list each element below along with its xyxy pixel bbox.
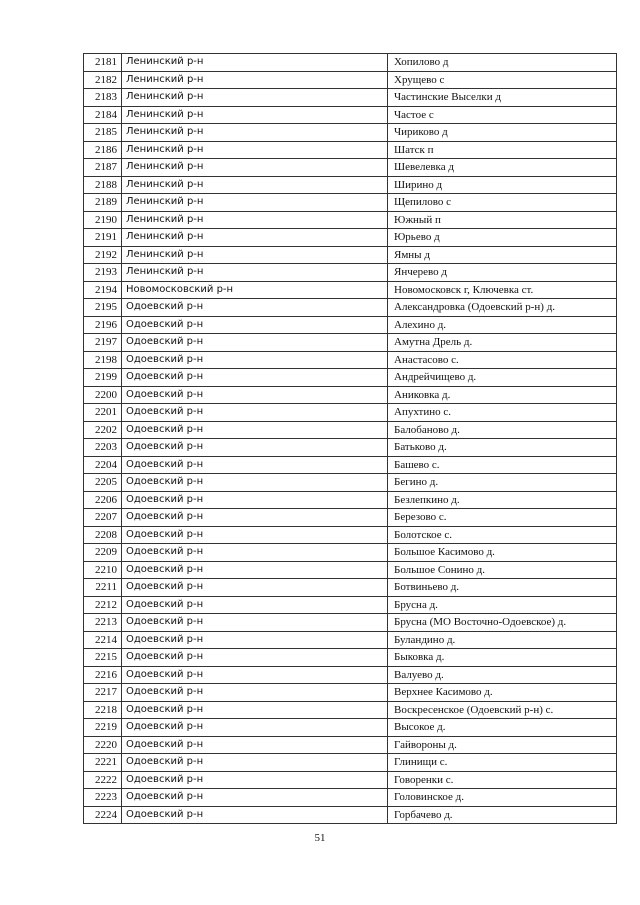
settlement-cell: Говоренки с. xyxy=(388,771,617,789)
table-row xyxy=(84,754,617,772)
district-cell: Ленинский р-н xyxy=(122,159,388,177)
district-cell: Одоевский р-н xyxy=(122,684,388,702)
row-number-cell: 2212 xyxy=(84,596,122,614)
settlement-cell: Гайвороны д. xyxy=(388,736,617,754)
row-number-cell: 2213 xyxy=(84,614,122,632)
district-cell: Одоевский р-н xyxy=(122,526,388,544)
district-cell: Одоевский р-н xyxy=(122,439,388,457)
settlement-cell: Апухтино с. xyxy=(388,404,617,422)
row-number-cell: 2218 xyxy=(84,701,122,719)
settlement-cell: Брусна д. xyxy=(388,596,617,614)
settlement-cell: Большое Касимово д. xyxy=(388,544,617,562)
district-cell: Ленинский р-н xyxy=(122,211,388,229)
table-row xyxy=(84,579,617,597)
table-row xyxy=(84,246,617,264)
settlement-cell: Амутна Дрель д. xyxy=(388,334,617,352)
district-cell: Ленинский р-н xyxy=(122,194,388,212)
row-number-cell: 2206 xyxy=(84,491,122,509)
settlement-cell: Южный п xyxy=(388,211,617,229)
settlement-cell: Горбачево д. xyxy=(388,806,617,824)
table-row xyxy=(84,141,617,159)
table-row xyxy=(84,106,617,124)
district-cell: Ленинский р-н xyxy=(122,141,388,159)
district-cell: Ленинский р-н xyxy=(122,54,388,72)
table-row xyxy=(84,649,617,667)
row-number-cell: 2183 xyxy=(84,89,122,107)
table-row xyxy=(84,334,617,352)
table-row xyxy=(84,789,617,807)
table-row xyxy=(84,596,617,614)
table-row xyxy=(84,176,617,194)
district-cell: Одоевский р-н xyxy=(122,544,388,562)
district-cell: Ленинский р-н xyxy=(122,89,388,107)
table-row xyxy=(84,439,617,457)
settlement-cell: Ширино д xyxy=(388,176,617,194)
settlement-cell: Березово с. xyxy=(388,509,617,527)
table-row xyxy=(84,316,617,334)
table-row xyxy=(84,719,617,737)
district-cell: Одоевский р-н xyxy=(122,666,388,684)
settlement-cell: Шатск п xyxy=(388,141,617,159)
table-row xyxy=(84,54,617,72)
row-number-cell: 2198 xyxy=(84,351,122,369)
settlement-cell: Янчерево д xyxy=(388,264,617,282)
district-cell: Одоевский р-н xyxy=(122,369,388,387)
row-number-cell: 2209 xyxy=(84,544,122,562)
row-number-cell: 2194 xyxy=(84,281,122,299)
settlement-cell: Башево с. xyxy=(388,456,617,474)
row-number-cell: 2186 xyxy=(84,141,122,159)
district-cell: Одоевский р-н xyxy=(122,701,388,719)
settlement-cell: Буландино д. xyxy=(388,631,617,649)
table-row xyxy=(84,491,617,509)
district-cell: Ленинский р-н xyxy=(122,229,388,247)
settlement-cell: Балобаново д. xyxy=(388,421,617,439)
district-cell: Одоевский р-н xyxy=(122,351,388,369)
table-row xyxy=(84,229,617,247)
row-number-cell: 2223 xyxy=(84,789,122,807)
row-number-cell: 2205 xyxy=(84,474,122,492)
settlement-cell: Брусна (МО Восточно-Одоевское) д. xyxy=(388,614,617,632)
row-number-cell: 2193 xyxy=(84,264,122,282)
settlement-cell: Большое Сонино д. xyxy=(388,561,617,579)
table-row xyxy=(84,351,617,369)
table-row xyxy=(84,474,617,492)
district-cell: Одоевский р-н xyxy=(122,771,388,789)
row-number-cell: 2214 xyxy=(84,631,122,649)
settlement-cell: Андрейчищево д. xyxy=(388,369,617,387)
row-number-cell: 2187 xyxy=(84,159,122,177)
table-row xyxy=(84,806,617,824)
settlement-cell: Новомосковск г, Ключевка ст. xyxy=(388,281,617,299)
district-cell: Одоевский р-н xyxy=(122,614,388,632)
district-cell: Ленинский р-н xyxy=(122,176,388,194)
district-cell: Одоевский р-н xyxy=(122,649,388,667)
settlement-cell: Частое с xyxy=(388,106,617,124)
row-number-cell: 2216 xyxy=(84,666,122,684)
row-number-cell: 2195 xyxy=(84,299,122,317)
row-number-cell: 2221 xyxy=(84,754,122,772)
settlement-cell: Болотское с. xyxy=(388,526,617,544)
table-body xyxy=(84,54,617,824)
table-row xyxy=(84,159,617,177)
row-number-cell: 2188 xyxy=(84,176,122,194)
settlement-cell: Аниковка д. xyxy=(388,386,617,404)
settlement-cell: Глинищи с. xyxy=(388,754,617,772)
district-cell: Ленинский р-н xyxy=(122,106,388,124)
district-cell: Одоевский р-н xyxy=(122,736,388,754)
district-cell: Одоевский р-н xyxy=(122,754,388,772)
table-row xyxy=(84,421,617,439)
district-cell: Одоевский р-н xyxy=(122,404,388,422)
district-cell: Ленинский р-н xyxy=(122,246,388,264)
district-cell: Новомосковский р-н xyxy=(122,281,388,299)
table-row xyxy=(84,561,617,579)
row-number-cell: 2190 xyxy=(84,211,122,229)
settlement-cell: Хрущево с xyxy=(388,71,617,89)
table-row xyxy=(84,264,617,282)
table-row xyxy=(84,736,617,754)
row-number-cell: 2197 xyxy=(84,334,122,352)
district-cell: Одоевский р-н xyxy=(122,316,388,334)
table-row xyxy=(84,71,617,89)
settlement-cell: Безлепкино д. xyxy=(388,491,617,509)
district-cell: Одоевский р-н xyxy=(122,334,388,352)
table-row xyxy=(84,404,617,422)
settlements-table xyxy=(83,53,617,824)
row-number-cell: 2191 xyxy=(84,229,122,247)
settlement-cell: Анастасово с. xyxy=(388,351,617,369)
row-number-cell: 2199 xyxy=(84,369,122,387)
settlement-cell: Верхнее Касимово д. xyxy=(388,684,617,702)
table-row xyxy=(84,614,617,632)
settlement-cell: Высокое д. xyxy=(388,719,617,737)
row-number-cell: 2211 xyxy=(84,579,122,597)
row-number-cell: 2203 xyxy=(84,439,122,457)
row-number-cell: 2192 xyxy=(84,246,122,264)
settlement-cell: Александровка (Одоевский р-н) д. xyxy=(388,299,617,317)
row-number-cell: 2207 xyxy=(84,509,122,527)
district-cell: Одоевский р-н xyxy=(122,789,388,807)
settlement-cell: Юрьево д xyxy=(388,229,617,247)
table-row xyxy=(84,771,617,789)
table-row xyxy=(84,89,617,107)
table-row xyxy=(84,684,617,702)
row-number-cell: 2202 xyxy=(84,421,122,439)
district-cell: Одоевский р-н xyxy=(122,579,388,597)
table-row xyxy=(84,509,617,527)
district-cell: Одоевский р-н xyxy=(122,456,388,474)
settlement-cell: Частинские Выселки д xyxy=(388,89,617,107)
table-row xyxy=(84,194,617,212)
table-row xyxy=(84,281,617,299)
settlement-cell: Воскресенское (Одоевский р-н) с. xyxy=(388,701,617,719)
row-number-cell: 2196 xyxy=(84,316,122,334)
district-cell: Одоевский р-н xyxy=(122,386,388,404)
row-number-cell: 2219 xyxy=(84,719,122,737)
page-number: 51 xyxy=(314,832,326,844)
settlement-cell: Быковка д. xyxy=(388,649,617,667)
table-row xyxy=(84,456,617,474)
settlement-cell: Шевелевка д xyxy=(388,159,617,177)
settlement-cell: Чириково д xyxy=(388,124,617,142)
district-cell: Одоевский р-н xyxy=(122,509,388,527)
table-row xyxy=(84,211,617,229)
settlement-cell: Батьково д. xyxy=(388,439,617,457)
row-number-cell: 2182 xyxy=(84,71,122,89)
district-cell: Одоевский р-н xyxy=(122,491,388,509)
table-row xyxy=(84,544,617,562)
row-number-cell: 2224 xyxy=(84,806,122,824)
district-cell: Ленинский р-н xyxy=(122,124,388,142)
table-row xyxy=(84,369,617,387)
district-cell: Одоевский р-н xyxy=(122,631,388,649)
district-cell: Ленинский р-н xyxy=(122,264,388,282)
settlement-cell: Бегино д. xyxy=(388,474,617,492)
row-number-cell: 2184 xyxy=(84,106,122,124)
table-row xyxy=(84,526,617,544)
settlement-cell: Щепилово с xyxy=(388,194,617,212)
table-row xyxy=(84,631,617,649)
row-number-cell: 2200 xyxy=(84,386,122,404)
table-row xyxy=(84,666,617,684)
row-number-cell: 2222 xyxy=(84,771,122,789)
row-number-cell: 2189 xyxy=(84,194,122,212)
district-cell: Одоевский р-н xyxy=(122,299,388,317)
district-cell: Одоевский р-н xyxy=(122,561,388,579)
row-number-cell: 2204 xyxy=(84,456,122,474)
row-number-cell: 2185 xyxy=(84,124,122,142)
row-number-cell: 2217 xyxy=(84,684,122,702)
district-cell: Одоевский р-н xyxy=(122,474,388,492)
district-cell: Одоевский р-н xyxy=(122,596,388,614)
row-number-cell: 2210 xyxy=(84,561,122,579)
settlement-cell: Хопилово д xyxy=(388,54,617,72)
table-row xyxy=(84,386,617,404)
table-row xyxy=(84,299,617,317)
row-number-cell: 2201 xyxy=(84,404,122,422)
settlement-cell: Алехино д. xyxy=(388,316,617,334)
district-cell: Одоевский р-н xyxy=(122,806,388,824)
table-row xyxy=(84,701,617,719)
row-number-cell: 2208 xyxy=(84,526,122,544)
settlement-cell: Ботвиньево д. xyxy=(388,579,617,597)
settlement-cell: Ямны д xyxy=(388,246,617,264)
settlement-cell: Головинское д. xyxy=(388,789,617,807)
row-number-cell: 2181 xyxy=(84,54,122,72)
settlement-cell: Валуево д. xyxy=(388,666,617,684)
row-number-cell: 2220 xyxy=(84,736,122,754)
row-number-cell: 2215 xyxy=(84,649,122,667)
district-cell: Одоевский р-н xyxy=(122,421,388,439)
table-row xyxy=(84,124,617,142)
district-cell: Одоевский р-н xyxy=(122,719,388,737)
district-cell: Ленинский р-н xyxy=(122,71,388,89)
